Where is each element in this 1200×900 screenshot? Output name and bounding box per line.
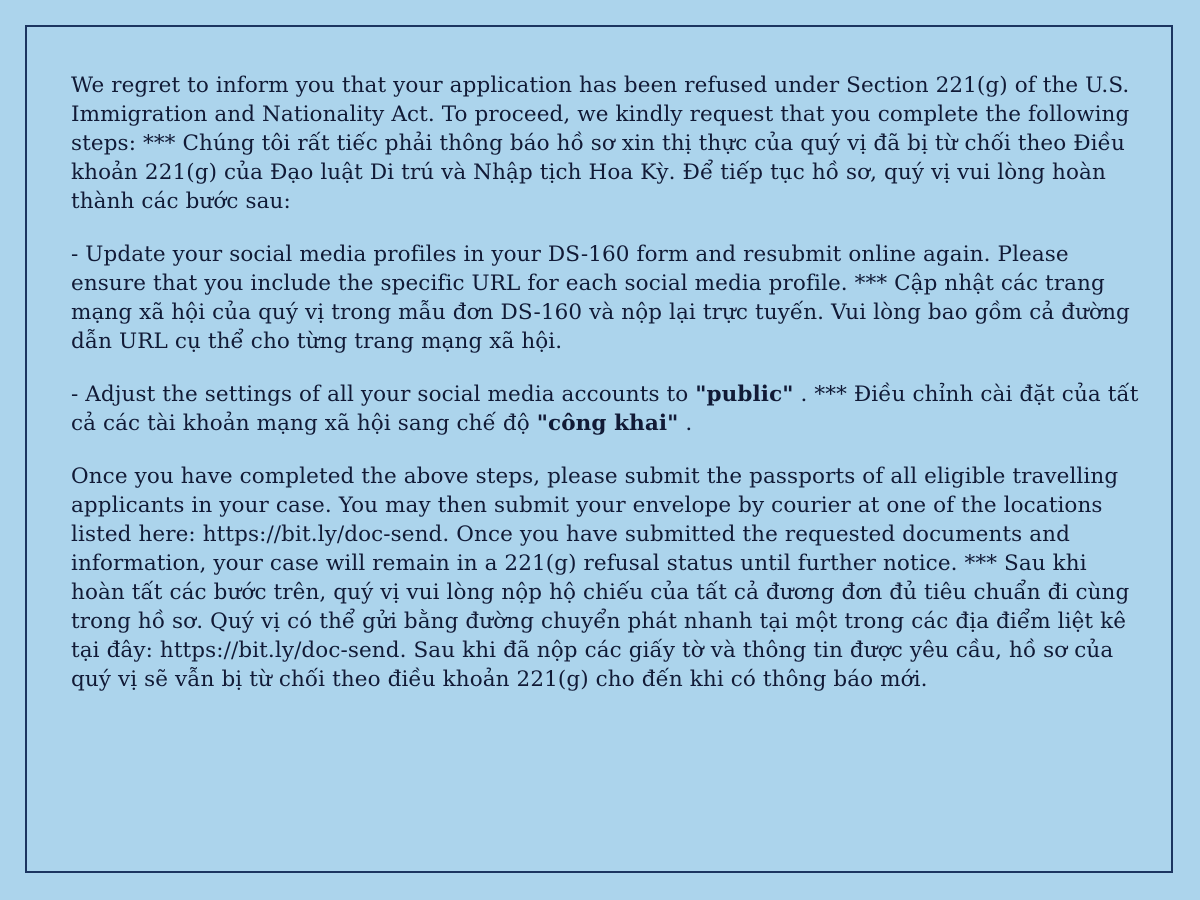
- notice-frame: [25, 25, 1173, 873]
- intro-paragraph: We regret to inform you that your application has been refused under Section 221(g) of the U.S. Immigration and Nationality Act. To proceed, we kindly request that you complete the following steps: *** Chúng tôi rất tiếc phải thông báo hồ sơ xin thị thực của quý vị đã bị từ chối theo Điều khoản 221(g) của Đạo luật Di trú và Nhập tịch Hoa Kỳ. Để tiếp tục hồ sơ, quý vị vui lòng hoàn thành các bước sau:: [71, 73, 1130, 214]
- cong-khai-emphasis: "công khai": [536, 411, 679, 436]
- step-update-social-media: - Update your social media profiles in your DS-160 form and resubmit online again. Please ensure that you include the specific URL for each social media profile. *** Cập nhật các trang mạng xã hội của quý vị trong mẫu đơn DS-160 và nộp lại trực tuyến. Vui lòng bao gồm cả đường dẫn URL cụ thể cho từng trang mạng xã hội.: [71, 242, 1130, 354]
- step-public-text-3: .: [678, 411, 693, 436]
- step-public-text-1: - Adjust the settings of all your social media accounts to: [71, 382, 696, 407]
- closing-paragraph: Once you have completed the above steps, please submit the passports of all eligible travelling applicants in your case. You may then submit your envelope by courier at one of the locations listed here: https://bit.ly/doc-send. Once you have submitted the requested documents and information, your case will remain in a 221(g) refusal status until further notice. *** Sau khi hoàn tất các bước trên, quý vị vui lòng nộp hộ chiếu của tất cả đương đơn đủ tiêu chuẩn đi cùng trong hồ sơ. Quý vị có thể gửi bằng đường chuyển phát nhanh tại một trong các địa điểm liệt kê tại đây: https://bit.ly/doc-send. Sau khi đã nộp các giấy tờ và thông tin được yêu cầu, hồ sơ của quý vị sẽ vẫn bị từ chối theo điều khoản 221(g) cho đến khi có thông báo mới.: [71, 464, 1130, 692]
- step-public-settings: [71, 380, 1141, 438]
- public-emphasis: "public": [695, 382, 794, 407]
- notice-body: [71, 71, 1141, 718]
- step-public-text-2: . *** Điều chỉnh cài đặt của tất cả các tài khoản mạng xã hội sang chế độ: [71, 382, 1139, 436]
